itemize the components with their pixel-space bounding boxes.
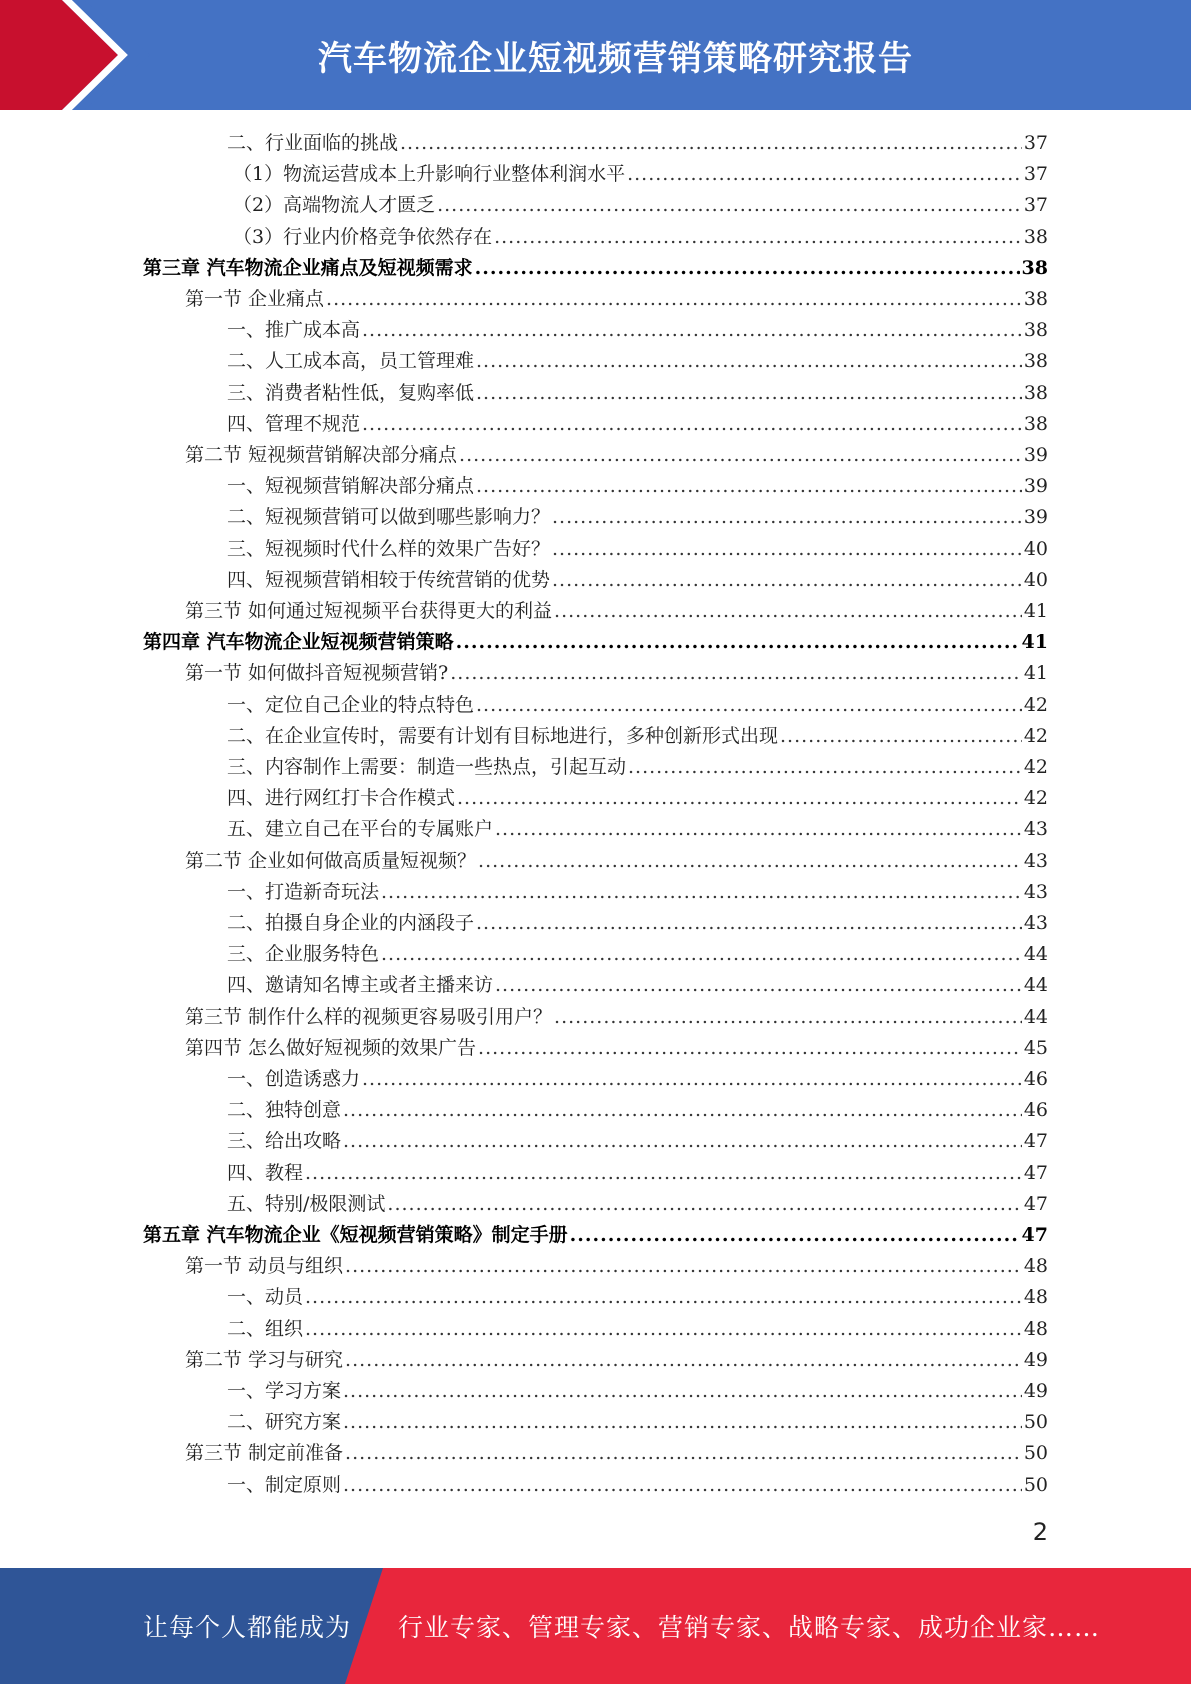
toc-page-number: 38 xyxy=(1023,319,1048,342)
toc-page-number: 39 xyxy=(1023,444,1048,466)
toc-page-number: 43 xyxy=(1023,880,1048,903)
toc-entry-title: 五、特别/极限测试 xyxy=(227,1192,386,1215)
toc-subsection-entry[interactable] xyxy=(227,409,1048,440)
toc-section-entry[interactable] xyxy=(185,440,1048,471)
toc-section-entry[interactable] xyxy=(185,1251,1048,1282)
toc-dot-leader xyxy=(476,908,1022,939)
toc-subsection-entry[interactable] xyxy=(227,721,1048,752)
toc-dot-leader xyxy=(305,1282,1022,1313)
toc-page-number: 37 xyxy=(1023,132,1048,154)
toc-entry-title: 第一节 如何做抖音短视频营销? xyxy=(185,662,449,685)
toc-subsection-entry[interactable] xyxy=(227,939,1048,970)
toc-page-number: 37 xyxy=(1023,194,1048,217)
toc-page-number: 43 xyxy=(1023,849,1048,872)
toc-page-number: 44 xyxy=(1023,974,1048,997)
toc-dot-leader xyxy=(381,939,1022,970)
toc-page-number: 44 xyxy=(1023,1005,1048,1028)
toc-dot-leader xyxy=(343,1126,1022,1157)
report-header xyxy=(0,0,1191,110)
toc-entry-title: （1）物流运营成本上升影响行业整体利润水平 xyxy=(233,163,626,186)
toc-page-number: 50 xyxy=(1023,1411,1048,1434)
toc-dot-leader xyxy=(345,1345,1022,1376)
toc-subsection-entry[interactable] xyxy=(227,1282,1048,1313)
toc-subsection-entry[interactable] xyxy=(227,908,1048,939)
toc-page-number: 38 xyxy=(1023,288,1048,310)
toc-dot-leader xyxy=(345,1438,1022,1469)
toc-entry-title: 第一节 动员与组织 xyxy=(185,1255,344,1278)
toc-chapter-entry[interactable] xyxy=(143,1220,1048,1251)
toc-subsection-entry[interactable] xyxy=(227,1064,1048,1095)
toc-dot-leader xyxy=(495,814,1022,845)
toc-subsection-entry[interactable] xyxy=(233,159,1048,190)
toc-section-entry[interactable] xyxy=(185,1033,1048,1064)
toc-subsection-entry[interactable] xyxy=(227,1158,1048,1189)
toc-subsection-entry[interactable] xyxy=(227,1407,1048,1438)
toc-section-entry[interactable] xyxy=(185,1345,1048,1376)
toc-page-number: 49 xyxy=(1023,1348,1048,1371)
toc-page-number: 39 xyxy=(1023,475,1048,498)
toc-entry-title: 二、人工成本高，员工管理难 xyxy=(227,350,475,373)
toc-page-number: 50 xyxy=(1023,1473,1048,1496)
toc-entry-title: 四、管理不规范 xyxy=(227,412,361,435)
toc-dot-leader xyxy=(478,846,1022,877)
toc-page-number: 47 xyxy=(1021,1224,1048,1246)
toc-page-number: 42 xyxy=(1023,756,1048,778)
toc-dot-leader xyxy=(326,284,1022,315)
header-arrow-decoration xyxy=(0,0,160,110)
toc-entry-title: 一、学习方案 xyxy=(227,1380,342,1402)
toc-dot-leader xyxy=(343,1407,1022,1438)
toc-subsection-entry[interactable] xyxy=(227,1470,1048,1501)
toc-page-number: 41 xyxy=(1023,600,1048,622)
toc-subsection-entry[interactable] xyxy=(227,1376,1048,1407)
toc-dot-leader xyxy=(450,658,1022,689)
toc-page-number: 44 xyxy=(1023,943,1048,966)
toc-dot-leader xyxy=(476,471,1022,502)
toc-page-number: 46 xyxy=(1023,1068,1048,1090)
toc-page-number: 42 xyxy=(1023,787,1048,810)
toc-dot-leader xyxy=(570,1220,1020,1251)
toc-dot-leader xyxy=(459,440,1022,471)
toc-page-number: 48 xyxy=(1023,1255,1048,1278)
toc-dot-leader xyxy=(437,190,1022,221)
toc-page-number: 45 xyxy=(1023,1036,1048,1059)
toc-dot-leader xyxy=(554,596,1022,627)
toc-page-number: 42 xyxy=(1023,693,1048,716)
toc-entry-title: 三、内容制作上需要：制造一些热点，引起互动 xyxy=(227,756,627,778)
toc-subsection-entry[interactable] xyxy=(227,565,1048,596)
toc-page-number: 40 xyxy=(1023,537,1048,560)
toc-entry-title: 二、独特创意 xyxy=(227,1099,342,1122)
toc-entry-title: 二、研究方案 xyxy=(227,1411,342,1434)
toc-page-number: 40 xyxy=(1023,568,1048,591)
toc-entry-title: 二、在企业宣传时，需要有计划有目标地进行，多种创新形式出现 xyxy=(227,724,779,747)
toc-chapter-entry[interactable] xyxy=(143,627,1048,658)
toc-page-number: 39 xyxy=(1023,506,1048,529)
toc-entry-title: 二、组织 xyxy=(227,1317,304,1340)
page-number: 2 xyxy=(1032,1518,1048,1546)
toc-dot-leader xyxy=(476,690,1022,721)
toc-dot-leader xyxy=(381,877,1022,908)
toc-subsection-entry[interactable] xyxy=(227,814,1048,845)
toc-dot-leader xyxy=(476,346,1022,377)
toc-entry-title: 第二节 短视频营销解决部分痛点 xyxy=(185,444,458,466)
toc-entry-title: 一、短视频营销解决部分痛点 xyxy=(227,475,475,498)
footer-slogan-left: 让每个人都能成为 xyxy=(143,1613,352,1642)
report-footer xyxy=(0,1568,1191,1684)
toc-subsection-entry[interactable] xyxy=(227,752,1048,783)
toc-page-number: 41 xyxy=(1023,662,1048,685)
toc-entry-title: 三、消费者粘性低，复购率低 xyxy=(227,381,475,404)
toc-entry-title: 第四章 汽车物流企业短视频营销策略 xyxy=(143,631,454,654)
toc-dot-leader xyxy=(387,1189,1021,1220)
toc-page-number: 43 xyxy=(1023,818,1048,841)
toc-dot-leader xyxy=(305,1158,1022,1189)
toc-dot-leader xyxy=(552,565,1022,596)
toc-entry-title: 四、短视频营销相较于传统营销的优势 xyxy=(227,568,551,591)
toc-page-number: 48 xyxy=(1023,1317,1048,1340)
toc-dot-leader xyxy=(554,1002,1022,1033)
toc-page-number: 38 xyxy=(1023,381,1048,404)
toc-dot-leader xyxy=(305,1314,1022,1345)
toc-entry-title: 一、打造新奇玩法 xyxy=(227,880,380,903)
toc-entry-title: 二、拍摄自身企业的内涵段子 xyxy=(227,912,475,934)
toc-section-entry[interactable] xyxy=(185,596,1048,627)
toc-dot-leader xyxy=(362,1064,1022,1095)
toc-dot-leader xyxy=(628,752,1022,783)
toc-subsection-entry[interactable] xyxy=(227,1314,1048,1345)
toc-entry-title: 四、教程 xyxy=(227,1161,304,1184)
toc-page-number: 38 xyxy=(1023,350,1048,373)
toc-page-number: 38 xyxy=(1023,412,1048,435)
toc-dot-leader xyxy=(457,783,1022,814)
toc-entry-title: 第一节 企业痛点 xyxy=(185,288,325,310)
toc-entry-title: 第三节 制作什么样的视频更容易吸引用户？ xyxy=(185,1005,553,1028)
toc-subsection-entry[interactable] xyxy=(227,877,1048,908)
toc-entry-title: 三、企业服务特色 xyxy=(227,943,380,966)
toc-page-number: 47 xyxy=(1023,1161,1048,1184)
toc-entry-title: 三、短视频时代什么样的效果广告好？ xyxy=(227,537,551,560)
toc-dot-leader xyxy=(494,222,1022,253)
toc-dot-leader xyxy=(478,1033,1022,1064)
toc-dot-leader xyxy=(627,159,1022,190)
toc-page-number: 37 xyxy=(1023,163,1048,186)
toc-subsection-entry[interactable] xyxy=(233,190,1048,221)
toc-dot-leader xyxy=(552,534,1022,565)
toc-entry-title: 一、创造诱惑力 xyxy=(227,1068,361,1090)
toc-entry-title: 二、行业面临的挑战 xyxy=(227,132,399,154)
toc-page-number: 41 xyxy=(1021,631,1048,654)
toc-dot-leader xyxy=(780,721,1022,752)
toc-page-number: 50 xyxy=(1023,1442,1048,1465)
toc-page-number: 42 xyxy=(1023,724,1048,747)
toc-section-entry[interactable] xyxy=(185,1438,1048,1469)
toc-dot-leader xyxy=(362,409,1022,440)
toc-subsection-entry[interactable] xyxy=(227,378,1048,409)
toc-dot-leader xyxy=(343,1376,1022,1407)
toc-entry-title: 一、制定原则 xyxy=(227,1473,342,1496)
toc-dot-leader xyxy=(552,502,1022,533)
toc-subsection-entry[interactable] xyxy=(227,783,1048,814)
toc-entry-title: 一、推广成本高 xyxy=(227,319,361,342)
toc-page-number: 49 xyxy=(1023,1380,1048,1402)
toc-subsection-entry[interactable] xyxy=(227,1095,1048,1126)
toc-subsection-entry[interactable] xyxy=(233,222,1048,253)
toc-page-number: 38 xyxy=(1021,256,1048,279)
toc-entry-title: 二、短视频营销可以做到哪些影响力？ xyxy=(227,506,551,529)
toc-entry-title: 第三节 制定前准备 xyxy=(185,1442,344,1465)
toc-dot-leader xyxy=(343,1470,1022,1501)
toc-entry-title: 第三节 如何通过短视频平台获得更大的利益 xyxy=(185,600,553,622)
toc-subsection-entry[interactable] xyxy=(227,315,1048,346)
toc-page-number: 48 xyxy=(1023,1286,1048,1309)
toc-entry-title: 第五章 汽车物流企业《短视频营销策略》制定手册 xyxy=(143,1224,568,1246)
toc-dot-leader xyxy=(343,1095,1022,1126)
toc-page-number: 47 xyxy=(1023,1130,1048,1153)
toc-subsection-entry[interactable] xyxy=(227,1126,1048,1157)
toc-subsection-entry[interactable] xyxy=(227,690,1048,721)
toc-dot-leader xyxy=(475,253,1020,284)
toc-page-number: 43 xyxy=(1023,912,1048,934)
toc-subsection-entry[interactable] xyxy=(227,128,1048,159)
toc-entry-title: 五、建立自己在平台的专属账户 xyxy=(227,818,494,841)
toc-subsection-entry[interactable] xyxy=(227,1189,1048,1220)
footer-slogan-right: 行业专家、管理专家、营销专家、战略专家、成功企业家…… xyxy=(398,1613,1101,1642)
toc-subsection-entry[interactable] xyxy=(227,346,1048,377)
toc-entry-title: 三、给出攻略 xyxy=(227,1130,342,1153)
toc-entry-title: 第四节 怎么做好短视频的效果广告 xyxy=(185,1036,477,1059)
toc-entry-title: 四、进行网红打卡合作模式 xyxy=(227,787,456,810)
toc-entry-title: 第二节 学习与研究 xyxy=(185,1348,344,1371)
toc-entry-title: （3）行业内价格竞争依然存在 xyxy=(233,225,493,248)
report-title: 汽车物流企业短视频营销策略研究报告 xyxy=(318,38,913,79)
toc-section-entry[interactable] xyxy=(185,658,1048,689)
toc-subsection-entry[interactable] xyxy=(227,471,1048,502)
toc-dot-leader xyxy=(345,1251,1022,1282)
toc-page-number: 38 xyxy=(1023,225,1048,248)
toc-page-number: 47 xyxy=(1023,1192,1048,1215)
toc-dot-leader xyxy=(456,627,1020,658)
toc-entry-title: 一、定位自己企业的特点特色 xyxy=(227,693,475,716)
toc-entry-title: 第三章 汽车物流企业痛点及短视频需求 xyxy=(143,256,473,279)
toc-section-entry[interactable] xyxy=(185,284,1048,315)
toc-dot-leader xyxy=(400,128,1022,159)
toc-dot-leader xyxy=(495,970,1022,1001)
toc-chapter-entry[interactable] xyxy=(143,253,1048,284)
toc-dot-leader xyxy=(362,315,1022,346)
toc-page-number: 46 xyxy=(1023,1099,1048,1122)
toc-section-entry[interactable] xyxy=(185,1002,1048,1033)
toc-entry-title: 一、动员 xyxy=(227,1286,304,1309)
toc-entry-title: （2）高端物流人才匮乏 xyxy=(233,194,436,217)
toc-section-entry[interactable] xyxy=(185,846,1048,877)
toc-dot-leader xyxy=(476,378,1022,409)
toc-subsection-entry[interactable] xyxy=(227,534,1048,565)
toc-subsection-entry[interactable] xyxy=(227,502,1048,533)
toc-entry-title: 四、邀请知名博主或者主播来访 xyxy=(227,974,494,997)
toc-subsection-entry[interactable] xyxy=(227,970,1048,1001)
toc-entry-title: 第二节 企业如何做高质量短视频？ xyxy=(185,849,477,872)
